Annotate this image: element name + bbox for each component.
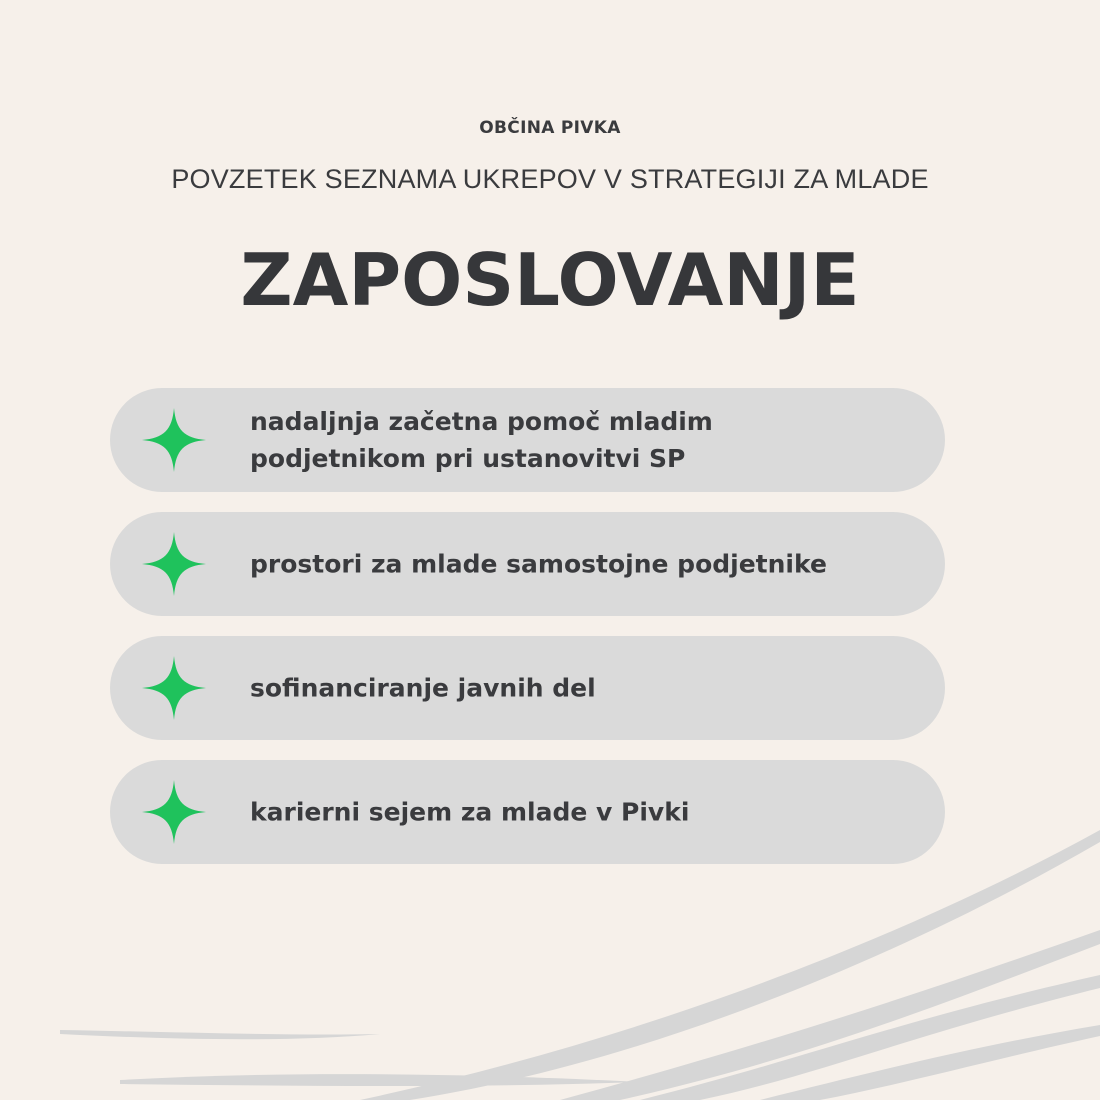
list-item-career-fair [110,760,945,864]
list-item-startup-help [110,388,945,492]
list-item-spaces [110,512,945,616]
page-title: ZAPOSLOVANJE [240,238,860,322]
list-item-text [250,546,905,583]
list-item-public-works [110,636,945,740]
list-item-line: podjetnikom pri ustanovitvi SP [250,444,686,473]
organization-name: OBČINA PIVKA [479,118,621,138]
list-item-text [250,794,905,831]
list-item-line: karierni sejem za mlade v Pivki [250,797,690,827]
four-point-star-icon [142,532,206,596]
swoosh-lower [760,1025,1100,1100]
list-item-line: nadaljnja začetna pomoč mladim [250,407,713,436]
four-point-star-icon [142,656,206,720]
measures-list [110,388,945,884]
list-item-text [250,670,905,707]
four-point-star-icon [142,780,206,844]
list-item-line: sofinanciranje javnih del [250,673,596,703]
swoosh-medium [560,930,1100,1100]
list-item-text [250,403,905,477]
page-subtitle: POVZETEK SEZNAMA UKREPOV V STRATEGIJI ZA MLADE [171,164,929,194]
swoosh-small [640,975,1100,1100]
four-point-star-icon [142,408,206,472]
swoosh-bottom-fan [120,1074,640,1086]
swoosh-left-thin [60,1030,380,1039]
list-item-line: prostori za mlade samostojne podjetnike [250,549,827,579]
